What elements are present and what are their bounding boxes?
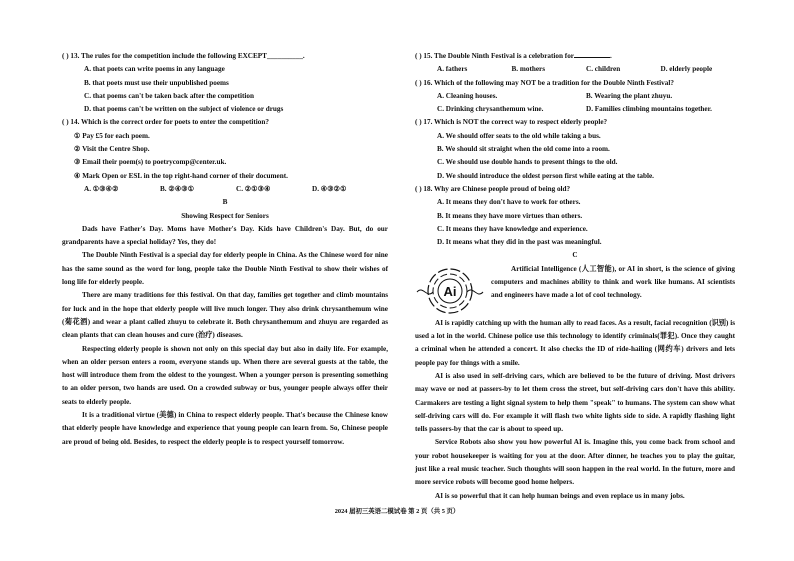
passage-c-paragraph-5: AI is so powerful that it can help human beings and even replace us in many jobs. — [435, 491, 685, 500]
q16-options-row-1 — [415, 90, 735, 103]
q17-option-b[interactable]: B. We should sit straight when the old come into a room. — [437, 145, 610, 154]
question-15-stem — [415, 50, 735, 63]
page-footer: 2024 届初三英语二模试卷 第 2 页（共 5 页） — [334, 508, 460, 515]
q16-option-d[interactable]: D. Families climbing mountains together. — [586, 105, 712, 114]
left-column — [62, 50, 388, 449]
section-b-letter: B — [222, 198, 228, 207]
q17-option-d[interactable]: D. We should introduce the oldest person first while eating at the table. — [437, 171, 654, 180]
q18-option-a[interactable]: A. It means they don't have to work for others. — [437, 198, 581, 207]
q18-option-c[interactable]: C. It means they have knowledge and experience. — [437, 224, 588, 233]
question-18-stem: ( ) 18. Why are Chinese people proud of being old? — [415, 184, 571, 193]
question-13-stem: ( ) 13. The rules for the competition include the following EXCEPT__________. — [62, 52, 305, 60]
q15-option-b[interactable]: B. mothers — [511, 65, 546, 74]
q13-option-c[interactable]: C. that poems can't be taken back after the competition — [84, 91, 254, 100]
ai-logo-icon — [415, 265, 485, 317]
q14-option-c[interactable]: C. ②①③④ — [236, 184, 271, 193]
q16-option-b[interactable]: B. Wearing the plant zhuyu. — [586, 91, 673, 100]
passage-b-paragraph-4: Respecting elderly people is shown not only on this special day but also in daily life. For example, when an older person enters a room, everyone stands up. When there are several guests at the table, the host will introduce them from the oldest to the youngest. When a younger person is presenting something to an older person, two hands are used. On a crowded subway or bus, younger people always offer their seats to elderly people. — [62, 344, 388, 406]
q14-step-4: ④ Mark Open or ESL in the top right-hand corner of their document. — [74, 171, 288, 180]
q14-option-a[interactable]: A. ①③④② — [84, 184, 119, 193]
q13-option-d[interactable]: D. that poems can't be written on the subject of violence or drugs — [84, 105, 284, 114]
q15-stem-end: . — [609, 52, 612, 60]
passage-c-paragraph-3: AI is also used in self-driving cars, which are believed to be the future of driving. Most drivers may wave or nod at passers-by to let them cross the street, but self-driving cars don't have this ability. Carmakers are testing a light signal system to help them "speak" to humans. The system can show what self-driving cars will do. For example it will flash two white lights side to side. A rapidly flashing light tells passers-by that the car is about to speed up. — [415, 371, 735, 434]
q13-option-b[interactable]: B. that poets must use their unpublished poems — [84, 78, 229, 87]
q18-option-b[interactable]: B. It means they have more virtues than others. — [437, 211, 583, 220]
q14-option-b[interactable]: B. ②④③① — [160, 184, 195, 193]
q13-option-a[interactable]: A. that poets can write poems in any language — [84, 65, 225, 74]
passage-b-paragraph-1: Dads have Father's Day. Moms have Mother's Day. Kids have Children's Day. But, do our grandparents have a special holiday? Yes, they do! — [62, 224, 388, 247]
q15-options — [415, 63, 735, 76]
q15-option-a[interactable]: A. fathers — [437, 65, 468, 74]
passage-b-paragraph-2: The Double Ninth Festival is a special day for elderly people in China. As the Chinese word for nine has the same sound as the word for long, people take the Double Ninth Festival to show their wishes of long life for elderly people. — [62, 251, 388, 287]
passage-c-paragraph-4: Service Robots also show you how powerful AI is. Imagine this, you come back from school and your robot housekeeper is waiting for you at the door. After dinner, he teaches you to play the guitar, just like a real music teacher. Such thoughts will soon happen in the real world. In the future, more and more service robots will become good home helpers. — [415, 438, 735, 487]
ai-logo-text: Ai — [443, 283, 457, 299]
passage-c-paragraph-2: AI is rapidly catching up with the human ally to read faces. As a result, facial recognition (识别) is used a lot in the world. Chinese police use this technology to identify criminals(罪犯). Once they caught a criminal when he attended a concert. It also checks the ID of ride-hailing (网约车) drivers and lets people pay for things with a smile. — [415, 318, 735, 367]
q15-answer-blank[interactable] — [574, 50, 610, 58]
q15-stem-text: ( ) 15. The Double Ninth Festival is a celebration for — [415, 52, 574, 60]
q16-option-a[interactable]: A. Cleaning houses. — [437, 91, 498, 100]
q18-option-d[interactable]: D. It means what they did in the past was meaningful. — [437, 238, 602, 247]
question-14-stem: ( ) 14. Which is the correct order for poets to enter the competition? — [62, 118, 269, 127]
q14-step-3: ③ Email their poem(s) to poetrycomp@center.uk. — [74, 158, 227, 167]
q14-options — [62, 183, 388, 196]
section-c-letter: C — [572, 251, 578, 260]
q17-option-a[interactable]: A. We should offer seats to the old while taking a bus. — [437, 131, 601, 140]
q16-options-row-2 — [415, 103, 735, 116]
q16-option-c[interactable]: C. Drinking chrysanthemum wine. — [437, 105, 544, 114]
passage-b-paragraph-5: It is a traditional virtue (美德) in China to respect elderly people. That's because the Chinese know that elderly people have knowledge and experience that young people can learn from. So, Chinese people are proud of being old. Besides, to respect the elderly people is to respect yourself tomorrow. — [62, 411, 388, 446]
q17-option-c[interactable]: C. We should use double hands to present things to the old. — [437, 158, 618, 167]
question-17-stem: ( ) 17. Which is NOT the correct way to respect elderly people? — [415, 118, 608, 127]
section-b-title: Showing Respect for Seniors — [181, 211, 269, 220]
q14-step-1: ① Pay £5 for each poem. — [74, 131, 150, 140]
passage-c-paragraph-1: Artificial Intelligence (人工智能), or AI in short, is the science of giving computers and machines ability to think and work like humans. AI scientists and engineers have made a lot of cool technology. — [491, 264, 735, 300]
question-16-stem: ( ) 16. Which of the following may NOT be a tradition for the Double Ninth Festival? — [415, 78, 674, 87]
q14-step-2: ② Visit the Centre Shop. — [74, 145, 150, 154]
q15-option-c[interactable]: C. children — [586, 65, 621, 74]
passage-b-paragraph-3: There are many traditions for this festival. On that day, families get together and climb mountains for luck and in the hope that elderly people will live much longer. They also drink chrysanthemum wine (菊花酒) and wear a plant called zhuyu to celebrate it. Both chrysanthemum and zhuyu are regarded as clean plants that can clean houses and cure (治疗) diseases. — [62, 291, 388, 340]
q15-option-d[interactable]: D. elderly people — [660, 65, 713, 74]
q14-option-d[interactable]: D. ④③②① — [312, 184, 347, 193]
right-column — [415, 50, 735, 503]
